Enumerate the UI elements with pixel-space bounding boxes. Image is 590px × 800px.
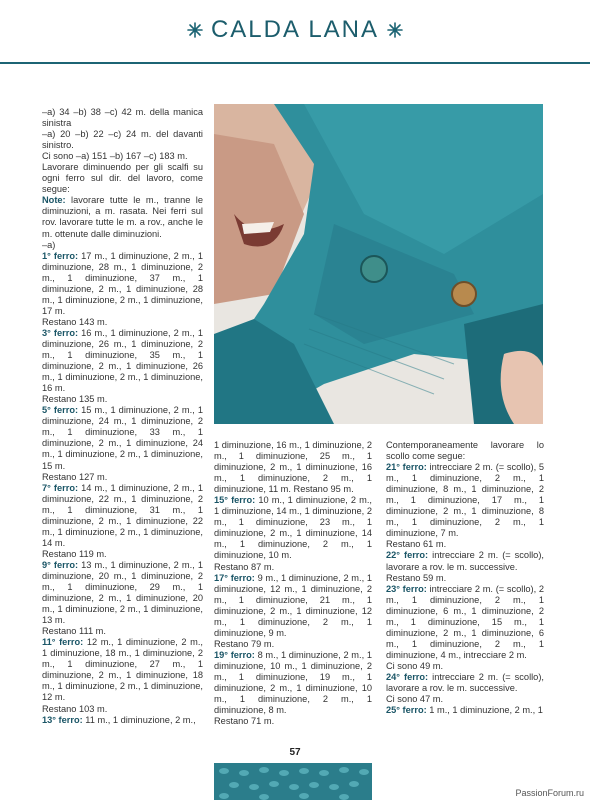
instruction-paragraph bbox=[42, 483, 203, 549]
instruction-paragraph bbox=[214, 650, 372, 716]
row-text: 12 m., 1 diminuzione, 2 m., 1 diminuzione, 18 m., 1 diminuzione, 2 m., 1 diminuzione, 27 m., 1 diminuzione, 2 m., 1 diminuzione, 18 m., 1 diminuzione, 2 m., 1 diminuzione, 12 m. bbox=[42, 637, 204, 703]
row-label: 15° ferro: bbox=[214, 495, 256, 506]
row-label: 19° ferro: bbox=[214, 649, 255, 660]
row-label: 24° ferro: bbox=[386, 671, 429, 682]
instruction-paragraph bbox=[42, 251, 203, 317]
row-text: intrecciare 2 m. (= scollo), 5 m., 1 diminuzione, 2 m., 1 diminuzione, 8 m., 1 diminuzione, 2 m., 1 diminuzione, 17 m., 1 diminuzione, 2 m., 1 diminuzione, 8 m., 1 diminuzione, 2 m., 1 diminuzione, 7 m. bbox=[386, 462, 545, 539]
row-label: 17° ferro: bbox=[214, 572, 255, 583]
row-text: 13 m., 1 diminuzione, 2 m., 1 diminuzione, 20 m., 1 diminuzione, 2 m., 1 diminuzione, 29 m., 1 diminuzione, 2 m., 1 diminuzione, 20 m., 1 diminuzione, 2 m., 1 diminuzione, 13 m. bbox=[42, 559, 203, 626]
instruction-paragraph bbox=[386, 550, 544, 572]
row-text: lavorare tutte le m., tranne le diminuzioni, a m. rasata. Nei ferri sul rov. lavorare tutte le m. a rov., anche le m. ottenute dalle diminuzioni. bbox=[42, 195, 203, 239]
instruction-paragraph bbox=[386, 705, 544, 716]
instruction-paragraph: Ci sono 49 m. bbox=[386, 660, 444, 671]
instruction-paragraph: Restano 143 m. bbox=[42, 316, 108, 327]
snowflake-icon bbox=[387, 22, 403, 38]
instructions-column-3 bbox=[386, 440, 544, 716]
header-title-group bbox=[187, 16, 403, 44]
row-text: intrecciare 2 m. (= scollo), lavorare a rov. le m. successive. bbox=[386, 550, 544, 572]
instruction-paragraph: Ci sono 47 m. bbox=[386, 694, 444, 705]
row-text: 9 m., 1 diminuzione, 2 m., 1 diminuzione, 12 m., 1 diminuzione, 2 m., 1 diminuzione, 21 m., 1 diminuzione, 2 m., 1 diminuzione, 12 m., 1 diminuzione, 2 m., 1 diminuzione, 9 m. bbox=[214, 572, 372, 638]
instruction-paragraph bbox=[214, 573, 372, 639]
product-photo bbox=[214, 104, 543, 424]
instruction-paragraph: –a) 20 –b) 22 –c) 24 m. del davanti sinistro. bbox=[42, 129, 203, 151]
row-label: 1° ferro: bbox=[42, 250, 79, 261]
instruction-paragraph: Restano 71 m. bbox=[214, 716, 275, 727]
instruction-paragraph: Contemporaneamente lavorare lo scollo come segue: bbox=[386, 440, 544, 462]
instruction-paragraph: Restano 103 m. bbox=[42, 703, 108, 714]
row-label: 22° ferro: bbox=[386, 550, 429, 561]
row-text: 14 m., 1 diminuzione, 2 m., 1 diminuzione, 22 m., 1 diminuzione, 2 m., 1 diminuzione, 31 m., 1 diminuzione, 2 m., 1 diminuzione, 22 m., 1 diminuzione, 2 m., 1 diminuzione, 14 m. bbox=[42, 482, 203, 548]
row-label: 21° ferro: bbox=[386, 462, 427, 473]
row-text: 11 m., 1 diminuzione, 2 m., bbox=[82, 714, 196, 725]
row-text: 16 m., 1 diminuzione, 2 m., 1 diminuzione, 26 m., 1 diminuzione, 2 m., 1 diminuzione, 35 m., 1 diminuzione, 2 m., 1 diminuzione, 26 m., 1 diminuzione, 2 m., 1 diminuzione, 16 m. bbox=[42, 327, 203, 394]
row-label: 13° ferro: bbox=[42, 714, 83, 725]
instruction-paragraph bbox=[214, 495, 372, 561]
instruction-paragraph bbox=[386, 462, 544, 539]
row-text: 17 m., 1 diminuzione, 2 m., 1 diminuzione, 28 m., 1 diminuzione, 2 m., 1 diminuzione, 37 m., 1 diminuzione, 2 m., 1 diminuzione, 28 m., 1 diminuzione, 2 m., 1 diminuzione, 17 m. bbox=[42, 250, 203, 316]
instruction-paragraph bbox=[42, 405, 203, 471]
row-label: 9° ferro: bbox=[42, 559, 79, 570]
instruction-paragraph: Restano 87 m. bbox=[214, 561, 275, 572]
page-number: 57 bbox=[289, 747, 301, 758]
instruction-paragraph: Restano 135 m. bbox=[42, 394, 108, 405]
watermark: PassionForum.ru bbox=[515, 788, 584, 798]
row-text: 1 m., 1 diminuzione, 2 m., 1 bbox=[426, 705, 543, 716]
row-label: 23° ferro: bbox=[386, 583, 427, 594]
instructions-column-2 bbox=[214, 440, 372, 727]
header-divider bbox=[0, 62, 590, 64]
knit-swatch-image bbox=[214, 763, 372, 800]
instruction-paragraph: Restano 61 m. bbox=[386, 539, 447, 550]
instruction-paragraph bbox=[386, 584, 544, 661]
instruction-paragraph bbox=[42, 560, 203, 626]
knitted-cardigan-photo bbox=[214, 104, 543, 424]
instruction-paragraph: Restano 111 m. bbox=[42, 626, 106, 637]
row-label: Note: bbox=[42, 195, 66, 206]
instruction-paragraph: –a) bbox=[42, 239, 56, 250]
instruction-paragraph bbox=[42, 715, 203, 726]
instruction-paragraph: Restano 79 m. bbox=[214, 638, 275, 649]
row-label: 25° ferro: bbox=[386, 705, 427, 716]
instruction-paragraph: Restano 59 m. bbox=[386, 572, 447, 583]
instruction-paragraph: –a) 34 –b) 38 –c) 42 m. della manica sinistra bbox=[42, 107, 203, 129]
instructions-column-1 bbox=[42, 107, 203, 726]
magazine-title: CALDA LANA bbox=[210, 16, 380, 43]
instruction-paragraph: Restano 127 m. bbox=[42, 471, 108, 482]
instruction-paragraph: Ci sono –a) 151 –b) 167 –c) 183 m. bbox=[42, 151, 188, 162]
instruction-paragraph bbox=[386, 672, 544, 694]
row-text: intrecciare 2 m. (= scollo), 2 m., 1 diminuzione, 2 m., 1 diminuzione, 6 m., 1 diminuzione, 2 m., 1 diminuzione, 15 m., 1 diminuzione, 2 m., 1 diminuzione, 6 m., 1 diminuzione, 2 m., 1 diminuzione, 4 m., intrecciare 2 m. bbox=[386, 583, 545, 660]
instruction-paragraph bbox=[42, 637, 203, 703]
snowflake-icon bbox=[187, 22, 203, 38]
row-label: 5° ferro: bbox=[42, 405, 79, 416]
row-label: 3° ferro: bbox=[42, 327, 79, 338]
row-text: intrecciare 2 m. (= scollo), lavorare a rov. le m. successive. bbox=[386, 671, 544, 694]
instruction-paragraph: Lavorare diminuendo per gli scalfi su ogni ferro sul dir. del lavoro, come segue: bbox=[42, 162, 203, 195]
instruction-paragraph bbox=[42, 328, 203, 394]
row-text: 10 m., 1 diminuzione, 2 m., 1 diminuzione, 14 m., 1 diminuzione, 2 m., 1 diminuzione, 23 m., 1 diminuzione, 2 m., 1 diminuzione, 14 m., 1 diminuzione, 2 m., 1 diminuzione, 10 m. bbox=[214, 495, 373, 561]
row-label: 7° ferro: bbox=[42, 482, 79, 493]
row-text: 8 m., 1 diminuzione, 2 m., 1 diminuzione, 10 m., 1 diminuzione, 2 m., 1 diminuzione, 19 m., 1 diminuzione, 2 m., 1 diminuzione, 10 m., 1 diminuzione, 2 m., 1 diminuzione, 8 m. bbox=[214, 649, 372, 716]
row-text: 15 m., 1 diminuzione, 2 m., 1 diminuzione, 24 m., 1 diminuzione, 2 m., 1 diminuzione, 33 m., 1 diminuzione, 2 m., 1 diminuzione, 24 m., 1 diminuzione, 2 m., 1 diminuzione, 15 m. bbox=[42, 405, 203, 471]
row-label: 11° ferro: bbox=[42, 637, 84, 648]
page-header bbox=[0, 0, 590, 64]
instruction-paragraph bbox=[42, 195, 203, 239]
instruction-paragraph: Restano 119 m. bbox=[42, 548, 107, 559]
instruction-paragraph: 1 diminuzione, 16 m., 1 diminuzione, 2 m., 1 diminuzione, 25 m., 1 diminuzione, 2 m., 1 diminuzione, 16 m., 1 diminuzione, 2 m., 1 diminuzione, 11 m. Restano 95 m. bbox=[214, 440, 372, 495]
